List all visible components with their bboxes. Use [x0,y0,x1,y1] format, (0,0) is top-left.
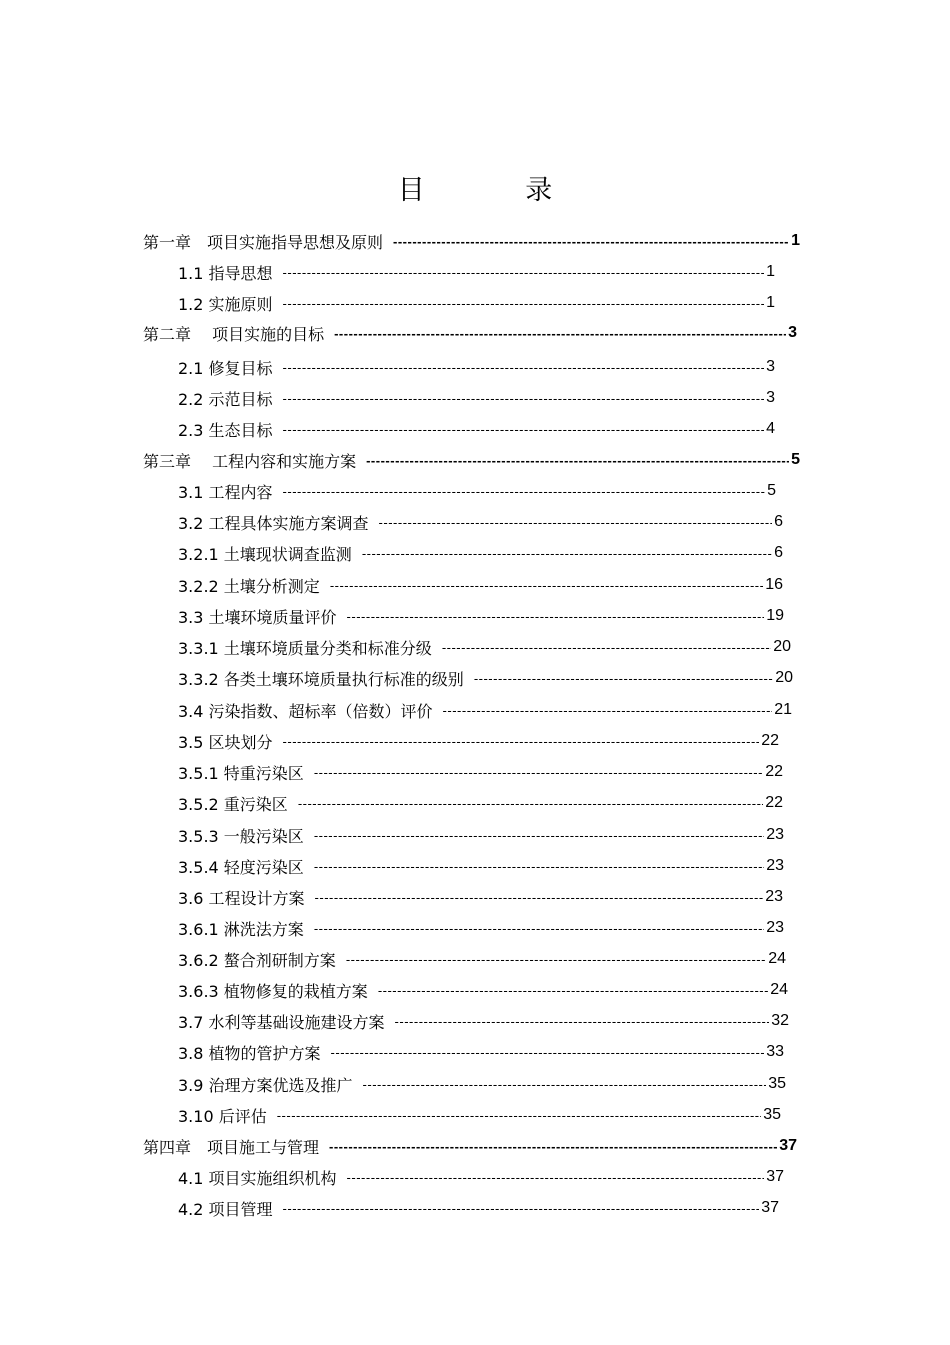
toc-page-number: 1 [791,232,800,249]
toc-page-number: 35 [768,1075,786,1092]
toc-entry-label: 3.5.3 一般污染区 [178,826,304,846]
toc-entry-label: 3.2 工程具体实施方案调查 [178,513,369,533]
toc-entry-label: 4.2 项目管理 [178,1199,273,1219]
toc-entry-label: 3.4 污染指数、超标率（倍数）评价 [178,701,433,721]
toc-page-number: 19 [766,607,784,624]
toc-section-row[interactable] [178,977,788,1003]
toc-page-number: 23 [765,888,783,905]
toc-entry-label: 第一章 项目实施指导思想及原则 [143,232,384,252]
toc-section-row[interactable] [178,634,791,660]
toc-entry-label: 2.1 修复目标 [178,358,273,378]
toc-entry-label: 2.3 生态目标 [178,420,273,440]
toc-section-row[interactable] [178,915,784,941]
toc-dot-leader [314,859,764,874]
toc-section-row[interactable] [178,728,779,754]
toc-entry-label: 3.1 工程内容 [178,482,273,502]
toc-dot-leader [331,1045,765,1060]
toc-section-row[interactable] [178,259,775,285]
toc-dot-leader [474,671,773,686]
toc-section-row[interactable] [178,665,793,691]
toc-section-row[interactable] [178,290,775,316]
toc-entry-label: 3.2.1 土壤现状调查监测 [178,544,352,564]
toc-dot-leader [395,1014,770,1029]
toc-entry-label: 3.7 水利等基础设施建设方案 [178,1012,385,1032]
toc-page-number: 1 [766,263,775,280]
toc-page-number: 3 [766,389,775,406]
toc-dot-leader [314,765,763,780]
toc-section-row[interactable] [178,478,776,504]
toc-page-number: 32 [771,1012,789,1029]
toc-dot-leader [283,422,765,437]
toc-page-number: 21 [774,701,792,718]
toc-page-number: 22 [761,732,779,749]
toc-page-number: 37 [761,1199,779,1216]
toc-section-row[interactable] [178,853,784,879]
toc-section-row[interactable] [178,759,783,785]
toc-dot-leader [347,1170,765,1185]
toc-dot-leader [298,796,763,811]
toc-dot-leader [330,578,763,593]
toc-dot-leader [283,1201,760,1216]
toc-dot-leader [329,1139,777,1154]
toc-section-row[interactable] [178,946,786,972]
toc-entry-label: 3.3 土壤环境质量评价 [178,607,337,627]
toc-entry-label: 3.9 治理方案优选及推广 [178,1075,353,1095]
toc-dot-leader [283,296,765,311]
toc-section-row[interactable] [178,1195,779,1221]
toc-entry-label: 3.8 植物的管护方案 [178,1043,321,1063]
toc-entry-label: 3.5 区块划分 [178,732,273,752]
toc-entry-label: 4.1 项目实施组织机构 [178,1168,337,1188]
toc-chapter-row[interactable] [143,320,797,346]
toc-entry-label: 3.3.1 土壤环境质量分类和标准分级 [178,638,432,658]
toc-entry-label: 3.5.1 特重污染区 [178,763,304,783]
toc-page-number: 1 [766,294,775,311]
toc-dot-leader [315,890,764,905]
toc-dot-leader [283,265,765,280]
toc-page-number: 22 [765,794,783,811]
toc-page-number: 24 [768,950,786,967]
toc-dot-leader [442,640,771,655]
toc-section-row[interactable] [178,540,783,566]
toc-chapter-row[interactable] [143,228,800,254]
toc-entry-label: 3.6.1 淋洗法方案 [178,919,304,939]
toc-page-number: 4 [766,420,775,437]
toc-page-number: 20 [773,638,791,655]
toc-entry-label: 3.10 后评估 [178,1106,267,1126]
toc-section-row[interactable] [178,697,792,723]
toc-entry-label: 3.6.3 植物修复的栽植方案 [178,981,368,1001]
toc-entry-label: 2.2 示范目标 [178,389,273,409]
toc-page-number: 24 [770,981,788,998]
toc-page-number: 3 [788,324,797,341]
toc-dot-leader [363,1077,767,1092]
toc-page-number: 37 [779,1137,797,1154]
toc-page-number: 22 [765,763,783,780]
toc-dot-leader [347,609,765,624]
toc-section-row[interactable] [178,572,783,598]
toc-section-row[interactable] [178,385,775,411]
toc-page-number: 33 [766,1043,784,1060]
toc-dot-leader [346,952,766,967]
toc-section-row[interactable] [178,1164,784,1190]
toc-entry-label: 1.1 指导思想 [178,263,273,283]
toc-dot-leader [283,391,765,406]
toc-chapter-row[interactable] [143,1133,797,1159]
toc-dot-leader [283,360,765,375]
toc-page-number: 6 [774,544,783,561]
toc-entry-label: 3.6.2 螯合剂研制方案 [178,950,336,970]
toc-section-row[interactable] [178,790,783,816]
toc-page-number: 16 [765,576,783,593]
toc-section-row[interactable] [178,1008,789,1034]
toc-page-number: 37 [766,1168,784,1185]
toc-page-number: 23 [766,857,784,874]
toc-section-row[interactable] [178,1039,784,1065]
toc-entry-label: 第三章 工程内容和实施方案 [143,451,357,471]
toc-section-row[interactable] [178,1102,781,1128]
toc-page-number: 5 [767,482,776,499]
toc-section-row[interactable] [178,1071,786,1097]
toc-section-row[interactable] [178,509,783,535]
toc-page-number: 20 [775,669,793,686]
toc-entry-label: 第四章 项目施工与管理 [143,1137,320,1157]
toc-section-row[interactable] [178,884,783,910]
toc-dot-leader [443,703,773,718]
toc-entry-label: 1.2 实施原则 [178,294,273,314]
toc-entry-label: 3.5.4 轻度污染区 [178,857,304,877]
toc-page-number: 3 [766,358,775,375]
toc-section-row[interactable] [178,354,775,380]
toc-title: 目 录 [397,175,599,206]
toc-entry-label: 3.5.2 重污染区 [178,794,288,814]
toc-dot-leader [277,1108,761,1123]
toc-page-number: 6 [774,513,783,530]
toc-page-number: 5 [791,451,800,468]
toc-page-number: 35 [763,1106,781,1123]
toc-dot-leader [362,546,772,561]
toc-entry-label: 第二章 项目实施的目标 [143,324,325,344]
toc-dot-leader [378,983,768,998]
toc-dot-leader [379,515,773,530]
toc-entry-label: 3.3.2 各类土壤环境质量执行标准的级别 [178,669,464,689]
toc-dot-leader [283,734,760,749]
toc-entry-label: 3.6 工程设计方案 [178,888,305,908]
toc-page-number: 23 [766,826,784,843]
toc-dot-leader [393,234,789,249]
toc-section-row[interactable] [178,416,775,442]
toc-dot-leader [366,453,789,468]
toc-dot-leader [314,921,764,936]
toc-section-row[interactable] [178,822,784,848]
toc-entry-label: 3.2.2 土壤分析测定 [178,576,320,596]
toc-page-number: 23 [766,919,784,936]
toc-section-row[interactable] [178,603,784,629]
toc-dot-leader [334,326,786,341]
toc-chapter-row[interactable] [143,447,800,473]
toc-dot-leader [314,828,764,843]
toc-dot-leader [283,484,766,499]
